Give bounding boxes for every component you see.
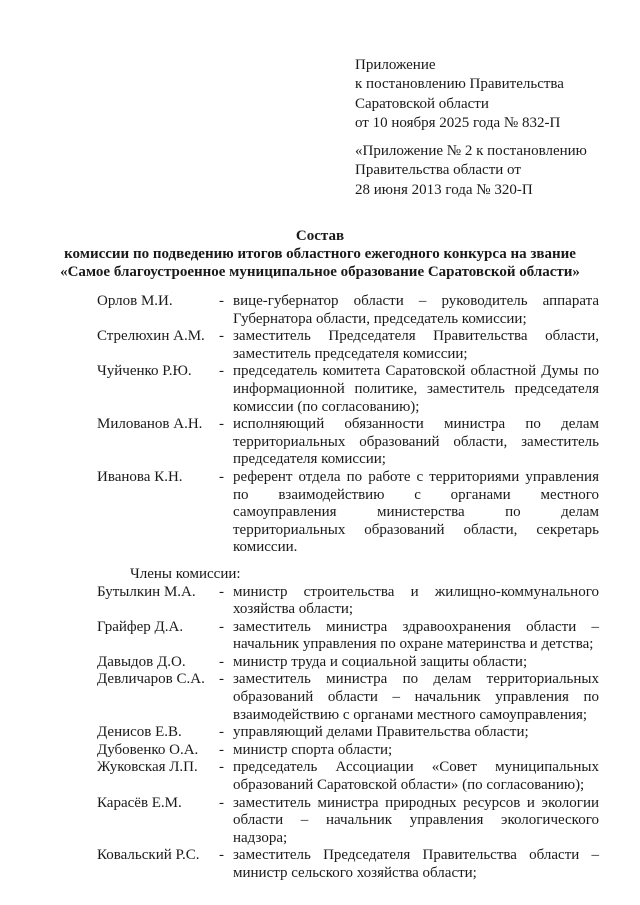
member-role: министр труда и социальной защиты области;: [233, 653, 528, 670]
dash-separator: -: [219, 794, 224, 811]
document-heading: Состав: [295, 228, 345, 244]
document-subtitle-line1: комиссии по подведению итогов областного ежегодного конкурса на звание: [64, 246, 576, 262]
dash-separator: -: [219, 328, 224, 345]
dash-separator: -: [219, 618, 224, 635]
member-name: Девличаров С.А.: [97, 671, 205, 688]
commission-member-row: [97, 671, 599, 724]
member-role: министр строительства и жилищно-коммунального хозяйства области;: [233, 583, 599, 618]
member-role: исполняющий обязанности министра по делам территориальных образований области, заместитель председателя комиссии;: [233, 416, 599, 468]
commission-member-row: [97, 328, 599, 363]
member-name: Стрелюхин А.М.: [97, 328, 205, 345]
commission-member-row: [97, 416, 599, 469]
dash-separator: -: [219, 671, 224, 688]
member-name: Дубовенко О.А.: [97, 741, 199, 758]
member-name: Денисов Е.В.: [97, 724, 182, 741]
commission-member-row: [97, 795, 599, 848]
dash-separator: -: [219, 583, 224, 600]
dash-separator: -: [219, 416, 224, 433]
commission-member-row: [97, 584, 599, 619]
prev-appendix-line: «Приложение № 2 к постановлению: [355, 143, 587, 159]
member-role: управляющий делами Правительства области;: [233, 724, 529, 741]
prev-appendix-block: [355, 142, 587, 200]
member-role: заместитель министра здравоохранения области – начальник управления по охране материнства и детства;: [233, 618, 599, 653]
member-role: заместитель Председателя Правительства области – министр сельского хозяйства области;: [233, 847, 599, 881]
commission-member-row: [97, 847, 599, 882]
member-name: Бутылкин М.А.: [97, 583, 196, 600]
member-role: заместитель министра по делам территориальных образований области – начальник управления по взаимодействию с органами местного самоуправления;: [233, 671, 599, 723]
commission-member-row: [97, 469, 599, 557]
members-heading: Члены комиссии:: [130, 565, 241, 582]
commission-member-row: [97, 759, 599, 794]
member-name: Милованов А.Н.: [97, 416, 203, 433]
appendix-line: к постановлению Правительства: [355, 76, 564, 93]
document-subtitle-line2: «Самое благоустроенное муниципальное образование Саратовской области»: [60, 264, 580, 280]
prev-appendix-line: Правительства области от: [355, 162, 521, 179]
member-role: министр спорта области;: [233, 741, 393, 758]
dash-separator: -: [219, 759, 224, 776]
dash-separator: -: [219, 363, 224, 380]
member-role: заместитель Председателя Правительства области, заместитель председателя комиссии;: [233, 328, 599, 362]
dash-separator: -: [219, 293, 224, 309]
appendix-block: [355, 56, 564, 133]
dash-separator: -: [219, 653, 224, 670]
member-name: Карасёв Е.М.: [97, 794, 182, 811]
commission-member-row: [97, 363, 599, 416]
member-name: Иванова К.Н.: [97, 468, 183, 485]
member-role: заместитель министра природных ресурсов и экологии области – начальник управления экологического надзора;: [233, 794, 599, 846]
member-name: Чуйченко Р.Ю.: [97, 363, 192, 380]
appendix-line: от 10 ноября 2025 года № 832-П: [355, 114, 561, 131]
member-name: Орлов М.И.: [97, 293, 173, 309]
appendix-line: Приложение: [355, 57, 436, 73]
member-role: вице-губернатор области – руководитель аппарата Губернатора области, председатель комиссии;: [233, 293, 599, 327]
dash-separator: -: [219, 724, 224, 741]
member-name: Давыдов Д.О.: [97, 653, 186, 670]
dash-separator: -: [219, 741, 224, 758]
member-name: Ковальский Р.С.: [97, 847, 200, 864]
member-name: Жуковская Л.П.: [97, 759, 198, 776]
commission-member-row: [97, 742, 599, 760]
appendix-line: Саратовской области: [355, 95, 489, 112]
commission-member-row: [97, 619, 599, 654]
member-name: Грайфер Д.А.: [97, 618, 184, 635]
prev-appendix-line: 28 июня 2013 года № 320-П: [355, 181, 533, 198]
commission-member-row: [97, 293, 599, 328]
commission-member-row: [97, 724, 599, 742]
member-role: председатель комитета Саратовской областной Думы по информационной политике, заместитель председателя комиссии (по согласованию);: [233, 363, 599, 415]
dash-separator: -: [219, 847, 224, 864]
commission-member-row: [97, 654, 599, 672]
member-role: председатель Ассоциации «Совет муниципальных образований Саратовской области» (по согласованию);: [233, 759, 599, 794]
dash-separator: -: [219, 468, 224, 485]
member-role: референт отдела по работе с территориями управления по взаимодействию с органами местного самоуправления министерства по делам территориальных образований области, секретарь комиссии.: [233, 468, 599, 556]
commission-list: [97, 293, 599, 883]
